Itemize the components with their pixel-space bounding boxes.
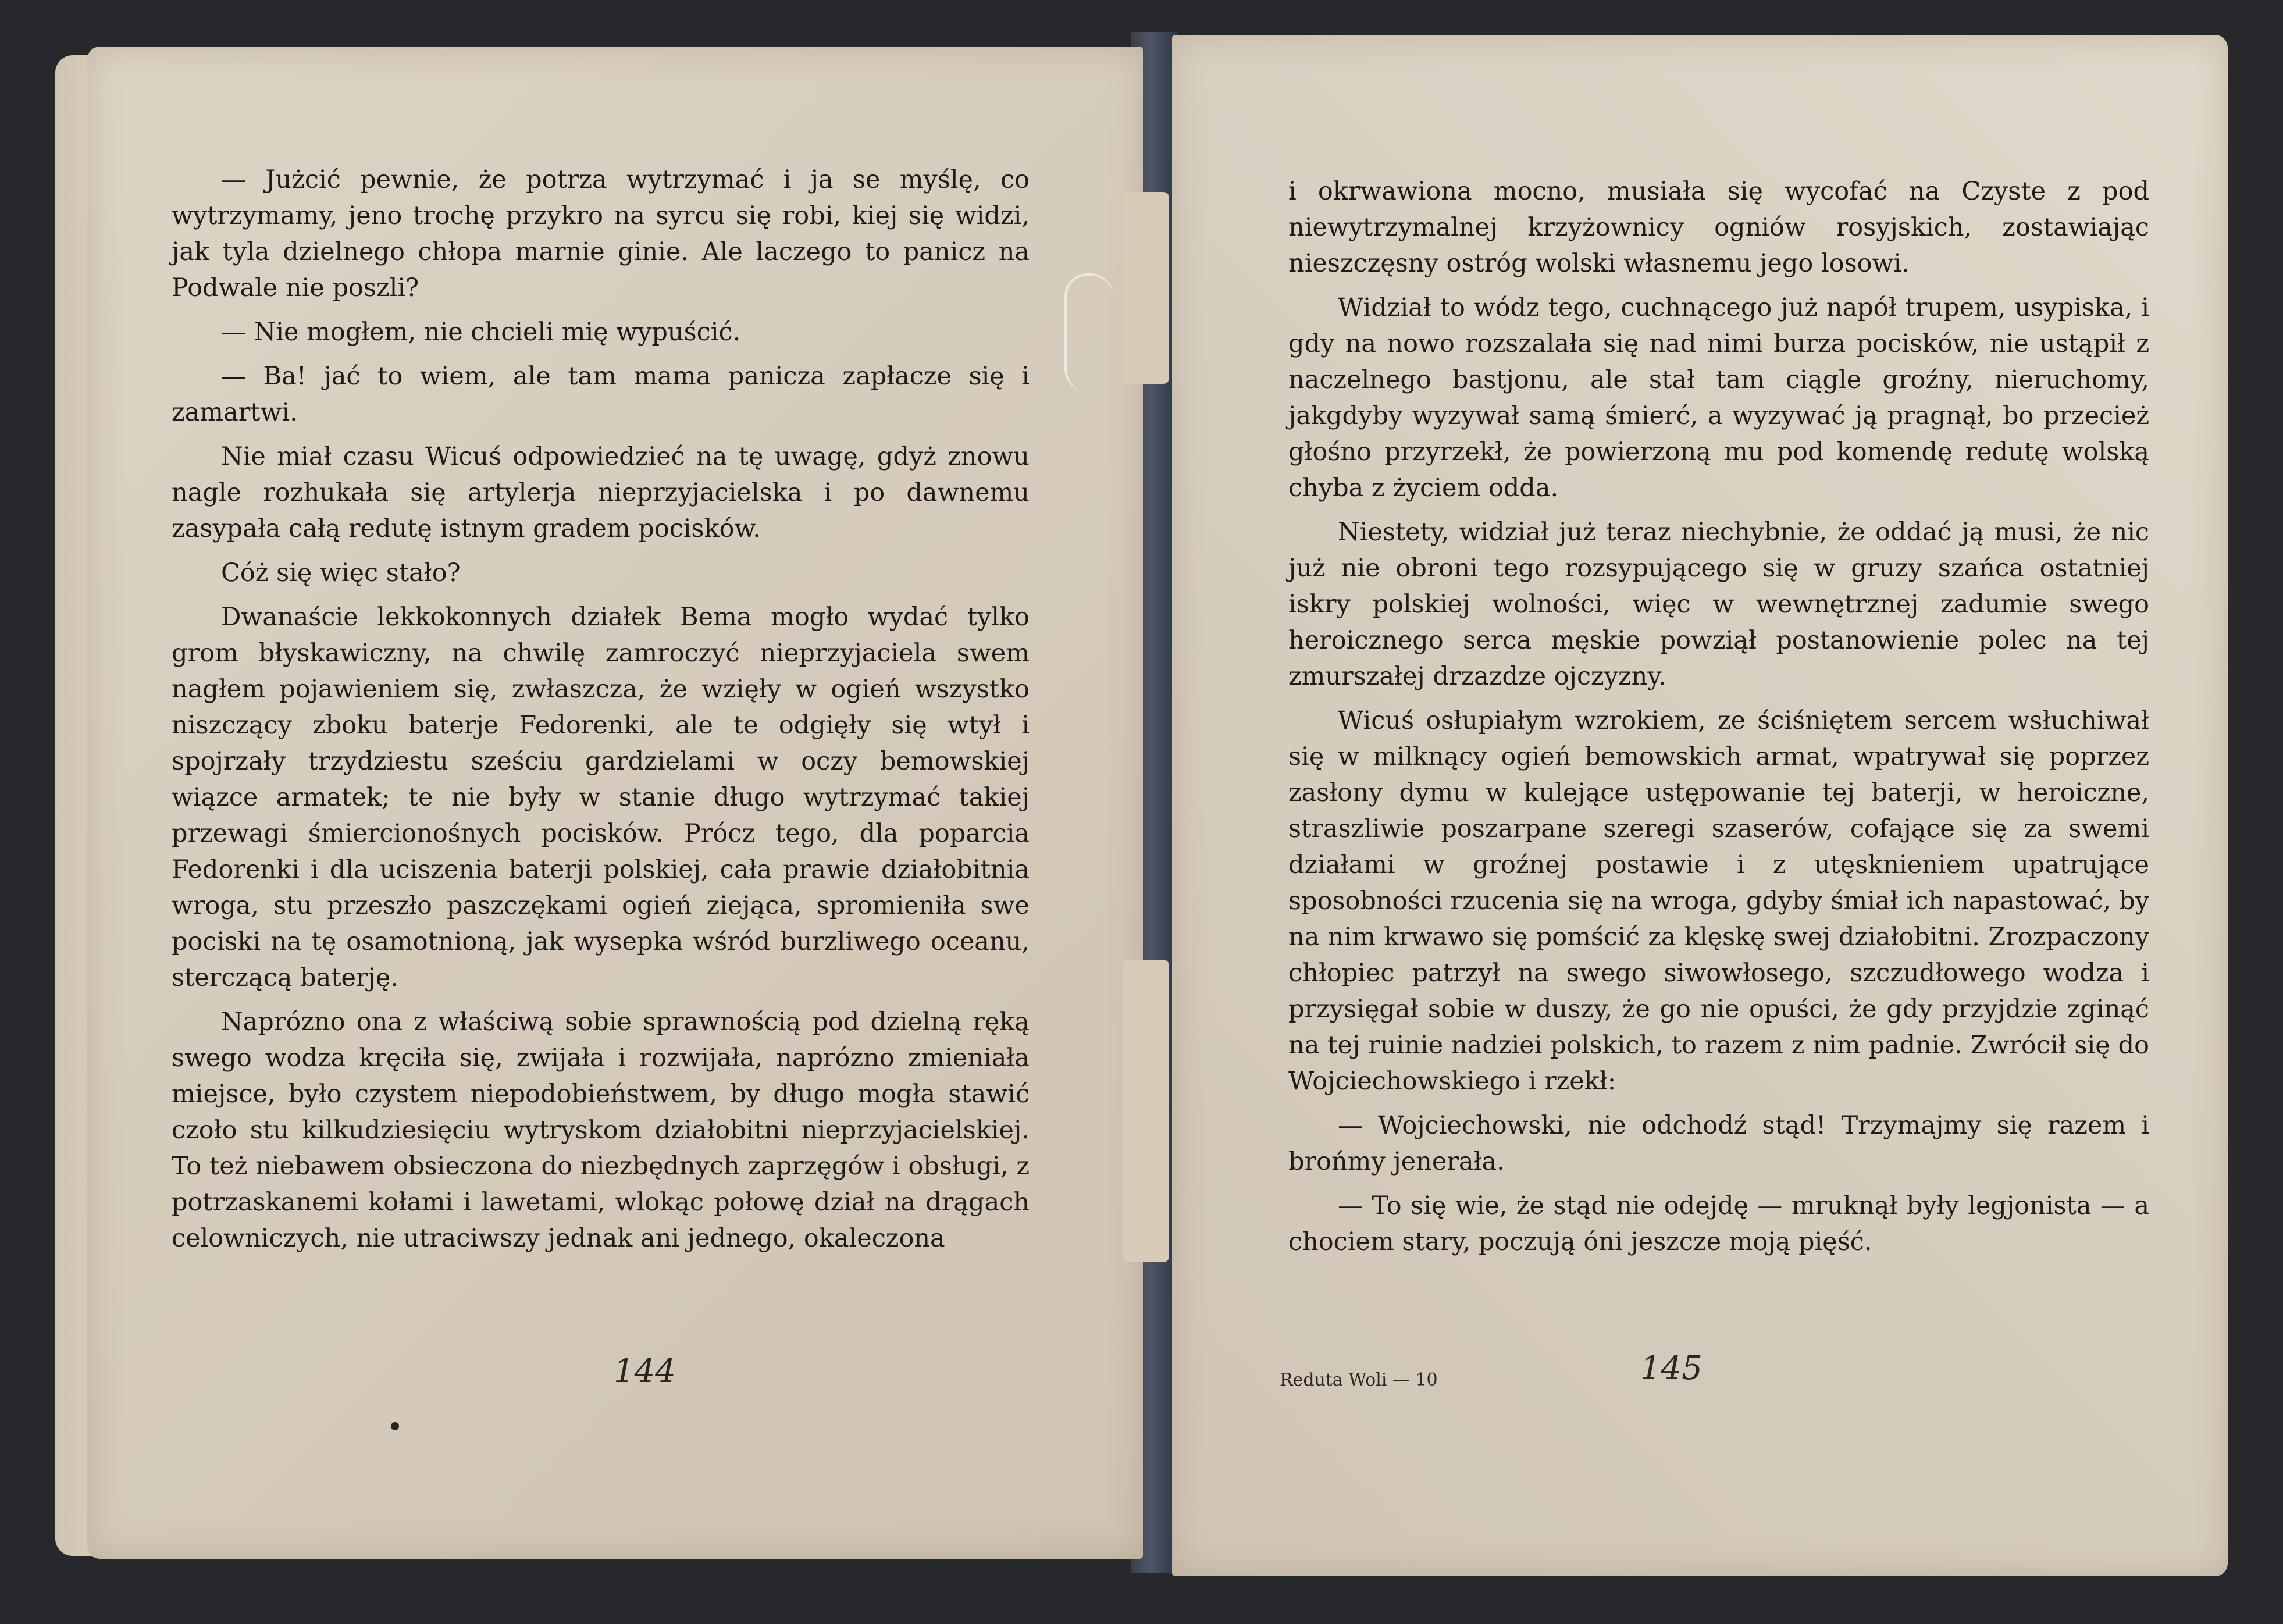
paragraph: Niestety, widział już teraz niechybnie, że oddać ją musi, że nic już nie obroni tego rozsypującego się w gruzy szańca ostatniej iskry polskiej wolności, więc w wewnętrznej zadumie swego heroicznego serca męskie powziął postanowienie polec na tej zmurszałej drzazdze ojczyzny. xyxy=(1288,518,2149,691)
paragraph: — Nie mogłem, nie chcieli mię wypuścić. xyxy=(221,318,741,347)
paragraph: Nie miał czasu Wicuś odpowiedzieć na tę uwagę, gdyż znowu nagle rozhukała się artylerja nieprzyjacielska i po dawnemu zasypała całą redutę istnym gradem pocisków. xyxy=(172,442,1030,543)
paragraph: — Jużcić pewnie, że potrza wytrzymać i ja se myślę, co wytrzymamy, jeno trochę przykro na syrcu się robi, kiej się widzi, jak tyla dzielnego chłopa marnie ginie. Ale laczego to panicz na Podwale nie poszli? xyxy=(172,165,1030,302)
torn-spine-fragment xyxy=(1123,960,1169,1262)
paragraph: Widział to wódz tego, cuchnącego już napół trupem, usypiska, i gdy na nowo rozszalała się nad nimi burza pocisków, nie ustąpił z naczelnego bastjonu, ale stał tam ciągle groźny, nieruchomy, jakgdyby wyzywał samą śmierć, a wyzywać ją pragnął, bo przecież głośno przyrzekł, że powierzoną mu pod komendę redutę wolską chyba z życiem odda. xyxy=(1288,293,2149,503)
paragraph: Dwanaście lekkokonnych działek Bema mogło wydać tylko grom błyskawiczny, na chwilę zamroczyć nieprzyjaciela swem nagłem pojawieniem się, zwłaszcza, że wzięły w ogień wszystko niszczący zboku baterje Fedorenki, ale te odgięły się wtył i spojrzały trzydziestu sześciu gardzielami w oczy bemowskiej wiązce armatek; te nie były w stanie długo wytrzymać takiej przewagi śmiercionośnych pocisków. Prócz tego, dla poparcia Fedorenki i dla uciszenia baterji polskiej, cała prawie działobitnia wroga, stu przeszło paszczękami ogień ziejąca, spromieniła swe pociski na tę osamotnioną, jak wysepka wśród burzliwego oceanu, sterczącą baterję. xyxy=(172,603,1030,992)
printer-signature: Reduta Woli — 10 xyxy=(1280,1370,1438,1390)
left-page-number: 144 xyxy=(614,1352,676,1390)
torn-spine-fragment xyxy=(1123,192,1169,384)
right-page-text xyxy=(1288,173,2149,1268)
paragraph: Naprózno ona z właściwą sobie sprawnością pod dzielną ręką swego wodza kręciła się, zwijała i rozwijała, naprózno zmieniała miejsce, było czystem niepodobieństwem, by długo mogła stawić czoło stu kilkudziesięciu wytryskom działobitni nieprzyjacielskiej. To też niebawem obsieczona do niezbędnych zaprzęgów i obsługi, z potrzaskanemi kołami i lawetami, wlokąc połowę dział na drągach celowniczych, nie utraciwszy jednak ani jednego, okaleczona xyxy=(172,1007,1030,1253)
paragraph: i okrwawiona mocno, musiała się wycofać na Czyste z pod niewytrzymalnej krzyżownicy ogniów rosyjskich, zostawiając nieszczęsny ostróg wolski własnemu jego losowi. xyxy=(1288,177,2149,278)
paragraph: — Ba! jać to wiem, ale tam mama panicza zapłacze się i zamartwi. xyxy=(172,362,1030,427)
paragraph: Wicuś osłupiałym wzrokiem, ze ściśniętem sercem wsłuchiwał się w milknący ogień bemowskich armat, wpatrywał się poprzez zasłony dymu w kulejące ustępowanie tej baterji, w heroiczne, straszliwie poszarpane szeregi szaserów, cofające się za swemi działami w groźnej postawie i z utęsknieniem upatrujące sposobności rzucenia się na wroga, gdyby śmiał ich napastować, by na nim krwawo się pomścić za klęskę swej działobitni. Zrozpaczony chłopiec patrzył na swego siwowłosego, szczudłowego wodza i przysięgał sobie w duszy, że go nie opuści, że gdy przyjdzie zginąć na tej ruinie nadziei polskich, to razem z nim padnie. Zwrócił się do Wojciechowskiego i rzekł: xyxy=(1288,706,2149,1096)
ink-speck xyxy=(391,1422,399,1430)
left-page-text xyxy=(172,162,1030,1265)
paragraph: — To się wie, że stąd nie odejdę — mruknął były legjonista — a chociem stary, poczują óni jeszcze moją pięść. xyxy=(1288,1191,2149,1256)
paragraph: Cóż się więc stało? xyxy=(221,558,461,587)
right-page-number: 145 xyxy=(1640,1349,1703,1387)
binding-thread xyxy=(1064,273,1113,392)
paragraph: — Wojciechowski, nie odchodź stąd! Trzymajmy się razem i brońmy jenerała. xyxy=(1288,1111,2149,1176)
